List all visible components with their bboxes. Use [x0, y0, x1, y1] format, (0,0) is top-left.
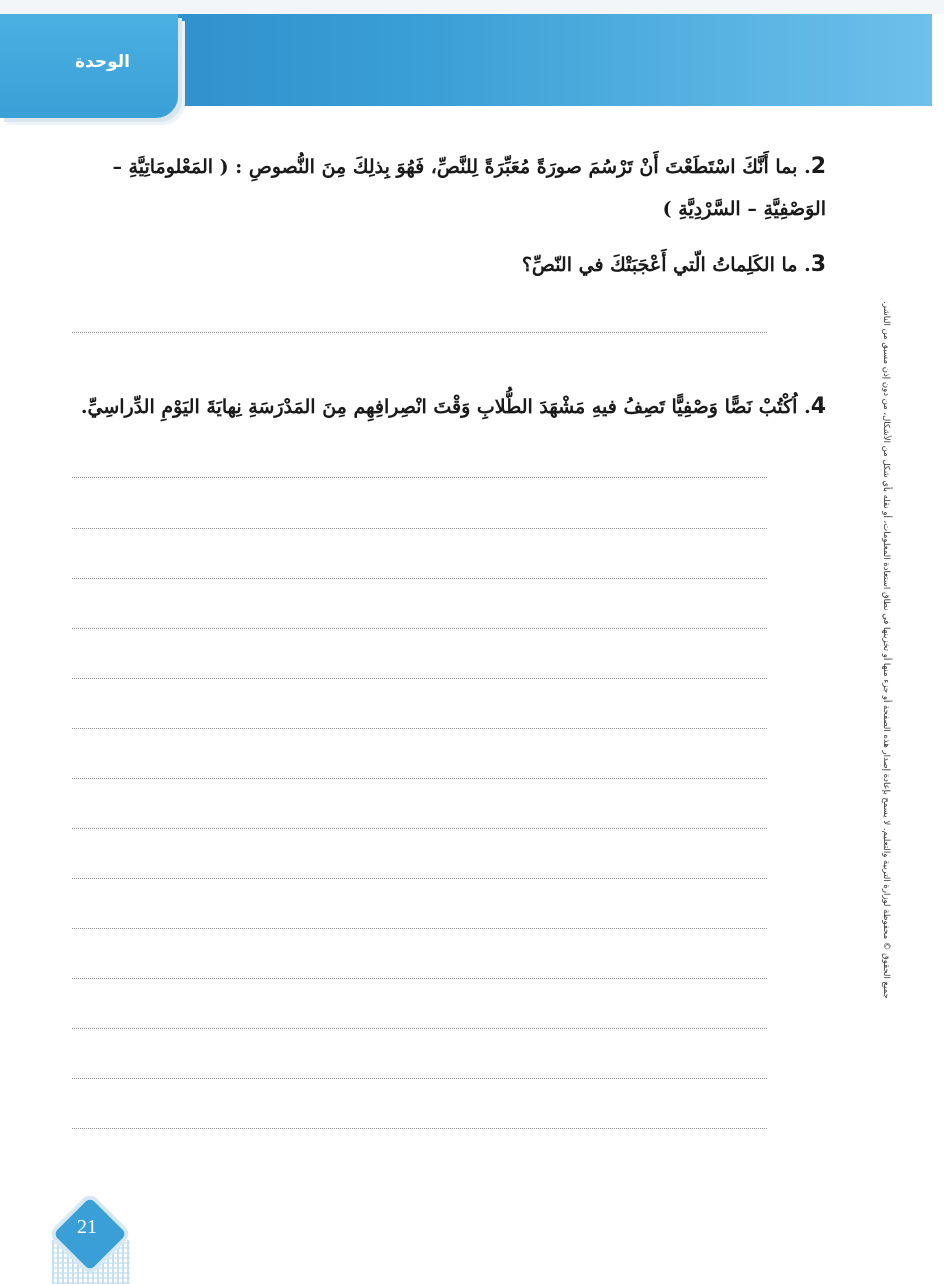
- answer-line[interactable]: [72, 678, 767, 679]
- answer-line[interactable]: [72, 1078, 767, 1079]
- answer-line[interactable]: [72, 828, 767, 829]
- question-number: 3: [810, 252, 826, 277]
- answer-line-q3[interactable]: [72, 332, 767, 333]
- page-number: 21: [77, 1216, 97, 1238]
- unit-tab: [0, 14, 178, 118]
- question-4: [66, 386, 826, 428]
- question-text: . ما الكَلِماتُ الّتي أَعْجَبَتْكَ في النّصِّ؟: [521, 254, 811, 276]
- question-text: . اُكْتُبْ نَصًّا وَصْفِيًّا تَصِفُ فيهِ مَشْهَدَ الطُّلابِ وَقْتَ انْصِرافِهِم مِنَ المَدْرَسَةِ نِهايَةَ اليَوْمِ الدِّراسِيِّ.: [80, 396, 811, 418]
- question-number: 4: [810, 394, 826, 419]
- answer-line[interactable]: [72, 1128, 767, 1129]
- question-2: [96, 146, 826, 230]
- question-3: [96, 244, 826, 286]
- answer-line[interactable]: [72, 1028, 767, 1029]
- answer-line[interactable]: [72, 778, 767, 779]
- copyright-note: [877, 301, 895, 999]
- question-text: . بما أَنَّكَ اسْتَطَعْتَ أَنْ تَرْسُمَ صورَةً مُعَبِّرَةً لِلنَّصِّ، فَهُوَ بِذلِكَ مِنَ النُّصوصِ : ( المَعْلومَاتِيَّةِ – الوَصْفِيَّةِ – السَّرْدِيَّةِ ): [112, 156, 826, 220]
- top-strip: [0, 0, 944, 14]
- unit-label: الوحدة: [75, 52, 130, 72]
- copyright-text: جميع الحقوق © محفوظة لوزارة التربية والتعليم. لا يسمح بإعادة إصدار هذه الصفحة أو جزء منها أو تخزينها في نطاق استعادة المعلومات، أو نقله بأي شكل من الأشكال، من دون إذن مسبق من الناشر.: [881, 301, 891, 999]
- answer-line[interactable]: [72, 878, 767, 879]
- answer-line[interactable]: [72, 477, 767, 478]
- answer-line[interactable]: [72, 928, 767, 929]
- question-number: 2: [810, 154, 826, 179]
- answer-line[interactable]: [72, 728, 767, 729]
- answer-line[interactable]: [72, 628, 767, 629]
- answer-line[interactable]: [72, 578, 767, 579]
- answer-line[interactable]: [72, 528, 767, 529]
- answer-line[interactable]: [72, 978, 767, 979]
- page-number-badge: [52, 1196, 122, 1266]
